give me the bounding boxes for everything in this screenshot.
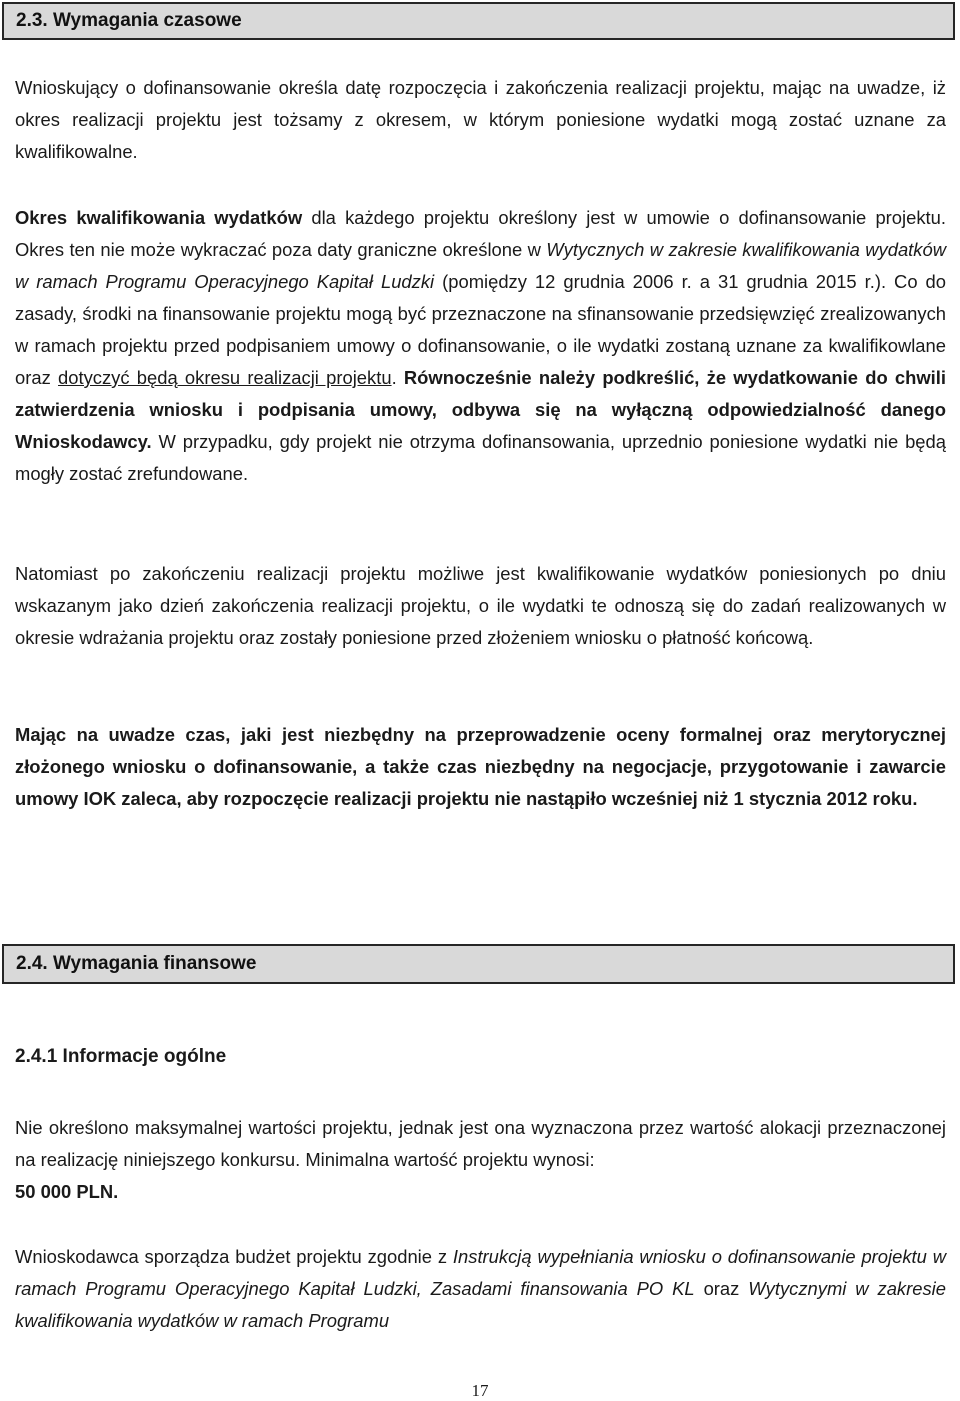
paragraph-text: W przypadku, gdy projekt nie otrzyma dofinansowania, uprzednio poniesione wydatki nie będą mogły zostać zrefundowane. xyxy=(15,431,946,484)
guidelines-title: Wytycznych w zakresie kwalifikowania wydatków w ramach Programu Operacyjnego Kapitał Ludzki xyxy=(15,239,946,292)
minimum-amount: 50 000 PLN. xyxy=(15,1181,119,1202)
paragraph-text: dla każdego projektu określony jest w umowie o dofinansowanie projektu. Okres ten nie może wykraczać poza daty graniczne określone w xyxy=(15,207,946,260)
paragraph-budget xyxy=(15,1241,946,1337)
paragraph-project-dates: Wnioskujący o dofinansowanie określa datę rozpoczęcia i zakończenia realizacji projektu, mając na uwadze, iż okres realizacji projektu jest tożsamy z okresem, w którym poniesione wydatki mogą zostać uznane za kwalifikowalne. xyxy=(15,77,946,162)
paragraph-after-completion: Natomiast po zakończeniu realizacji projektu możliwe jest kwalifikowanie wydatków poniesionych po dniu wskazanym jako dzień zakończenia realizacji projektu, o ile wydatki te odnoszą się do zadań realizowanych w okresie wdrażania projektu oraz zostały poniesione przed złożeniem wniosku o płatność końcową. xyxy=(15,563,946,648)
paragraph-project-value xyxy=(15,1112,946,1208)
paragraph-recommended-start: Mając na uwadze czas, jaki jest niezbędny na przeprowadzenie oceny formalnej oraz merytorycznej złożonego wniosku o dofinansowanie, a także czas niezbędny na negocjacje, przygotowanie i zawarcie umowy IOK zaleca, aby rozpoczęcie realizacji projektu nie nastąpiło wcześniej niż 1 stycznia 2012 roku. xyxy=(15,724,946,809)
underlined-phrase: dotyczyć będą okresu realizacji projektu xyxy=(58,367,392,388)
paragraph-text: Nie określono maksymalnej wartości projektu, jednak jest ona wyznaczona przez wartość alokacji przeznaczonej na realizację niniejszego konkursu. Minimalna wartość projektu wynosi: xyxy=(15,1117,946,1170)
guidelines-title: Wytycznymi w zakresie kwalifikowania wydatków w ramach Programu xyxy=(15,1278,946,1331)
paragraph-text: . xyxy=(391,367,404,388)
instruction-title: Instrukcją wypełniania wniosku o dofinansowanie projektu w ramach Programu Operacyjnego Kapitał Ludzki, Zasadami finansowania PO KL xyxy=(15,1246,946,1299)
paragraph-text: oraz xyxy=(694,1278,749,1299)
paragraph-eligibility-period xyxy=(15,202,946,490)
section-heading-2-3: 2.3. Wymagania czasowe xyxy=(2,2,955,40)
section-heading-2-4: 2.4. Wymagania finansowe xyxy=(2,944,955,984)
page-number: 17 xyxy=(471,1381,489,1400)
subsection-heading-2-4-1: 2.4.1 Informacje ogólne xyxy=(15,1046,227,1067)
paragraph-text: (pomiędzy 12 grudnia 2006 r. a 31 grudnia 2015 r.). Co do zasady, środki na finansowanie projektu mogą być przeznaczone na sfinansowanie przedsięwzięć zrealizowanych w ramach projektu przed podpisaniem umowy o dofinansowanie, o ile wydatki zostaną uznane za kwalifikowlane oraz xyxy=(15,271,946,388)
paragraph-text: Wnioskodawca sporządza budżet projektu zgodnie z xyxy=(15,1246,453,1267)
bold-warning: Równocześnie należy podkreślić, że wydatkowanie do chwili zatwierdzenia wniosku i podpisania umowy, odbywa się na wyłączną odpowiedzialność danego Wnioskodawcy. xyxy=(15,367,947,452)
eligibility-period-term: Okres kwalifikowania wydatków xyxy=(15,207,303,228)
